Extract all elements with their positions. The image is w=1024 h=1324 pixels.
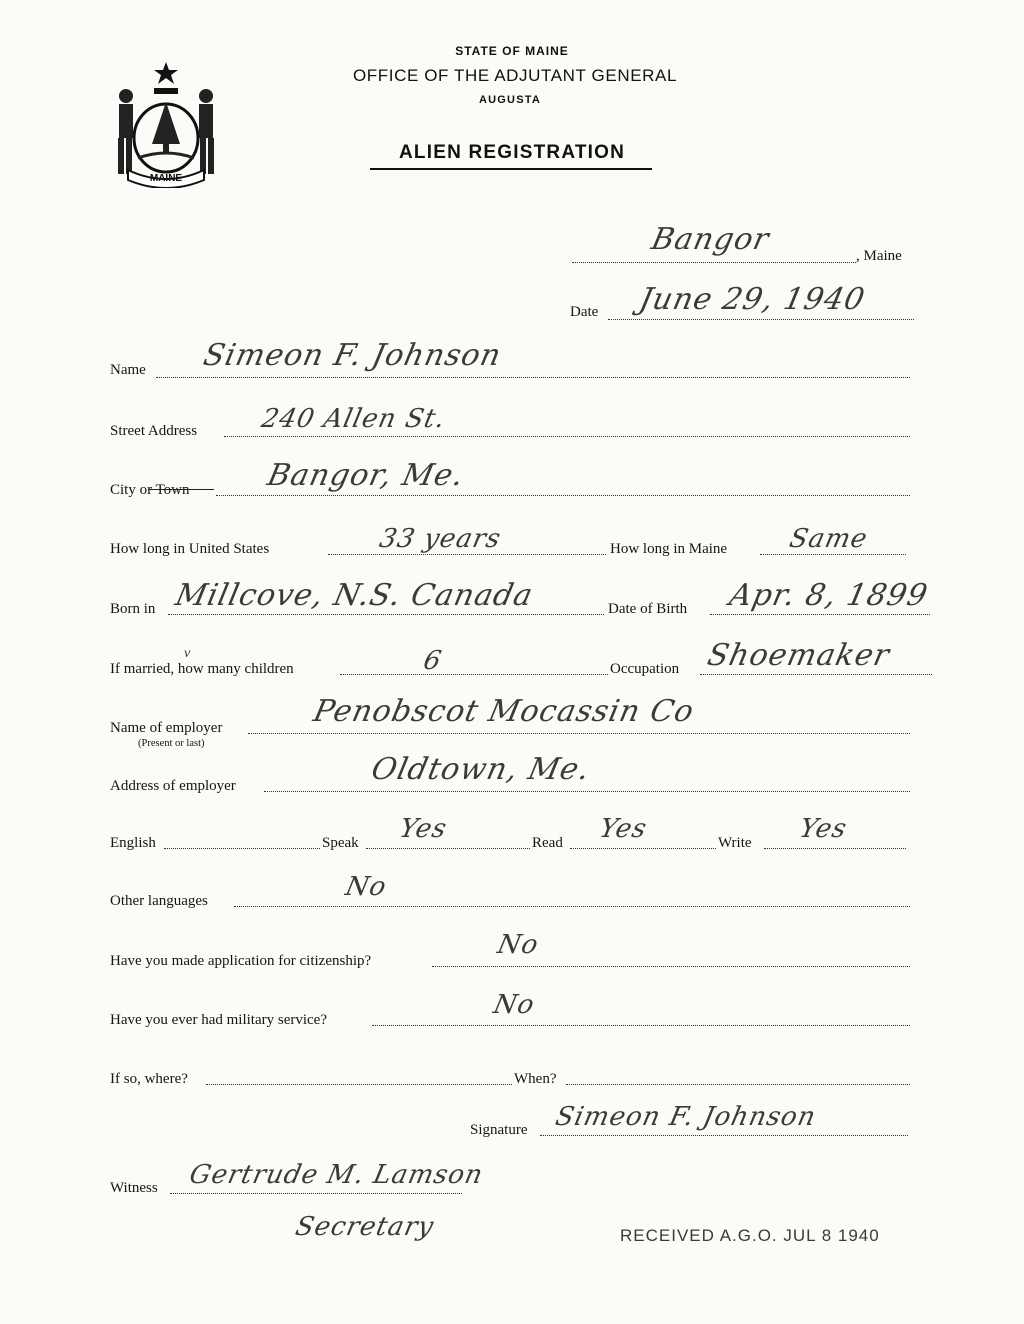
witness-label: Witness bbox=[110, 1180, 158, 1196]
read-line bbox=[570, 848, 716, 849]
occupation-label: Occupation bbox=[610, 661, 680, 677]
born-in-label: Born in bbox=[110, 601, 156, 617]
street-line bbox=[224, 436, 910, 437]
english-line bbox=[164, 848, 320, 849]
seal-text: MAINE bbox=[149, 173, 183, 184]
date-of-birth-label: Date of Birth bbox=[608, 601, 688, 617]
speak-label: Speak bbox=[322, 835, 359, 851]
occupation-line bbox=[700, 674, 932, 675]
speak-value: Yes bbox=[396, 814, 450, 844]
citizenship-line bbox=[432, 966, 910, 967]
signature-line bbox=[540, 1135, 908, 1136]
born-in-line bbox=[168, 614, 604, 615]
military-label: Have you ever had military service? bbox=[110, 1012, 327, 1028]
street-label: Street Address bbox=[110, 423, 198, 439]
title-underline bbox=[370, 168, 652, 170]
city-line bbox=[216, 495, 910, 496]
city-heading: AUGUSTA bbox=[479, 94, 541, 106]
witness-value: Gertrude M. Lamson bbox=[186, 1160, 487, 1190]
date-label: Date bbox=[570, 304, 599, 320]
other-languages-label: Other languages bbox=[110, 893, 208, 909]
read-value: Yes bbox=[596, 814, 650, 844]
place-value: Bangor bbox=[648, 222, 773, 257]
where-line bbox=[206, 1084, 512, 1085]
occupation-value: Shoemaker bbox=[704, 638, 894, 673]
office-heading: OFFICE OF THE ADJUTANT GENERAL bbox=[352, 66, 678, 85]
how-long-us-line bbox=[328, 554, 606, 555]
english-label: English bbox=[110, 835, 156, 851]
city-label: City or Town bbox=[110, 482, 190, 498]
town-strikethrough bbox=[148, 489, 214, 490]
witness-title: Secretary bbox=[292, 1212, 437, 1242]
how-long-maine-label: How long in Maine bbox=[610, 541, 728, 557]
received-stamp: RECEIVED A.G.O. JUL 8 1940 bbox=[620, 1226, 880, 1245]
other-languages-value: No bbox=[342, 872, 390, 902]
employer-label: Name of employer bbox=[110, 720, 223, 736]
when-line bbox=[566, 1084, 910, 1085]
how-long-maine-value: Same bbox=[786, 524, 871, 554]
employer-value: Penobscot Mocassin Co bbox=[310, 694, 698, 729]
speak-line bbox=[366, 848, 530, 849]
write-line bbox=[764, 848, 906, 849]
maine-state-seal-icon bbox=[104, 58, 228, 188]
children-value: 6 bbox=[420, 646, 445, 676]
date-value: June 29, 1940 bbox=[636, 282, 869, 317]
place-suffix: , Maine bbox=[856, 248, 902, 264]
when-label: When? bbox=[514, 1071, 557, 1087]
state-heading: STATE OF MAINE bbox=[455, 44, 569, 58]
name-label: Name bbox=[110, 362, 146, 378]
married-checkmark: v bbox=[184, 646, 191, 661]
employer-address-label: Address of employer bbox=[110, 778, 236, 794]
city-value: Bangor, Me. bbox=[264, 458, 468, 493]
form-title: ALIEN REGISTRATION bbox=[398, 142, 626, 163]
write-label: Write bbox=[718, 835, 752, 851]
how-long-maine-line bbox=[760, 554, 906, 555]
how-long-us-label: How long in United States bbox=[110, 541, 270, 557]
place-line bbox=[572, 262, 856, 263]
employer-sublabel: (Present or last) bbox=[138, 738, 205, 749]
employer-address-value: Oldtown, Me. bbox=[368, 752, 594, 787]
witness-line bbox=[170, 1193, 462, 1194]
military-line bbox=[372, 1025, 910, 1026]
street-value: 240 Allen St. bbox=[258, 404, 449, 434]
how-long-us-value: 33 years bbox=[376, 524, 504, 554]
read-label: Read bbox=[532, 835, 563, 851]
name-value: Simeon F. Johnson bbox=[200, 338, 505, 373]
name-line bbox=[156, 377, 910, 378]
children-line bbox=[340, 674, 608, 675]
citizenship-value: No bbox=[494, 930, 542, 960]
employer-address-line bbox=[264, 791, 910, 792]
where-label: If so, where? bbox=[110, 1071, 188, 1087]
children-label: If married, how many children bbox=[110, 661, 294, 677]
born-in-value: Millcove, N.S. Canada bbox=[172, 578, 537, 613]
signature-label: Signature bbox=[470, 1122, 528, 1138]
signature-value: Simeon F. Johnson bbox=[552, 1102, 819, 1132]
date-of-birth-value: Apr. 8, 1899 bbox=[726, 578, 932, 613]
military-value: No bbox=[490, 990, 538, 1020]
date-line bbox=[608, 319, 914, 320]
employer-line bbox=[248, 733, 910, 734]
date-of-birth-line bbox=[710, 614, 930, 615]
write-value: Yes bbox=[796, 814, 850, 844]
other-languages-line bbox=[234, 906, 910, 907]
citizenship-label: Have you made application for citizenship? bbox=[110, 953, 372, 969]
